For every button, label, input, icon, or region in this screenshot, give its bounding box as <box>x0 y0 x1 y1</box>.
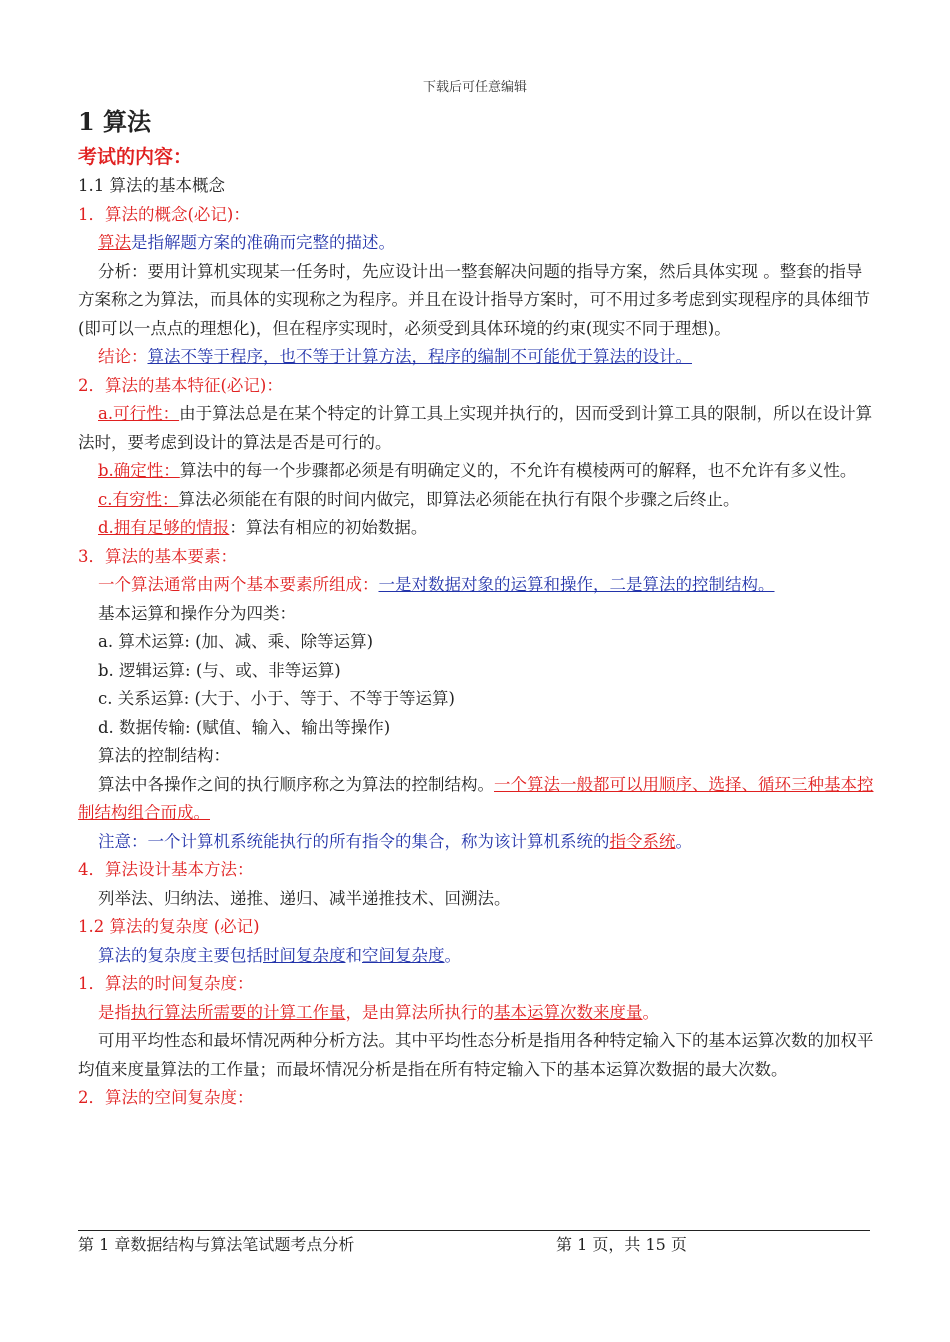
feature-b-label: b.确定性： <box>98 461 180 480</box>
note-end: 。 <box>675 831 692 851</box>
ctrl-text: 算法中各操作之间的执行顺序称之为算法的控制结构。 <box>98 774 494 794</box>
feature-a-text: 由于算法总是在某个特定的计算工具上实现并执行的，因而受到计算工具的限制，所以在设计算法时，要考虑到设计的算法是否是可行的。 <box>78 404 873 452</box>
analysis-paragraph: 分析：要用计算机实现某一任务时，先应设计出一整套解决问题的指导方案，然后具体实现 。整套的指导方案称之为算法，而具体的实现称之为程序。并且在设计指导方案时，可不用过多考虑到实现程序的具体细节(即可以一点点的理想化)，但在程序实现时，必须受到具体环境的约束(现实不同于理想)。 <box>78 261 870 338</box>
feature-b <box>78 457 878 486</box>
p2-heading: 2．算法的基本特征(必记)： <box>78 375 283 395</box>
p3-heading: 3．算法的基本要素： <box>78 546 237 566</box>
feature-c <box>78 486 878 515</box>
footer-divider <box>78 1230 870 1231</box>
main-content <box>78 104 878 1113</box>
def-a: 是指 <box>98 1002 131 1022</box>
feature-c-text: 算法必须能在有限的时间内做完，即算法必须能在执行有限个步骤之后终止。 <box>178 489 740 509</box>
time-analysis: 可用平均性态和最坏情况两种分析方法。其中平均性态分析是指用各种特定输入下的基本运算次数的加权平均值来度量算法的工作量；而最坏情况分析是指在所有特定输入下的基本运算次数据的最大次数。 <box>78 1031 874 1079</box>
time-complexity-term: 时间复杂度 <box>263 945 346 965</box>
exam-heading: 考试的内容： <box>78 146 193 168</box>
note-term: 指令系统 <box>609 831 676 851</box>
section-1-1: 1.1 算法的基本概念 <box>78 176 225 195</box>
ctrl-paragraph <box>78 771 878 828</box>
feature-a <box>78 400 878 457</box>
ctrl-heading: 算法的控制结构： <box>98 746 230 765</box>
definition-text: 是指解题方案的准确而完整的描述。 <box>131 233 395 252</box>
footer-chapter: 第 1 章数据结构与算法笔试题考点分析 <box>78 1235 355 1254</box>
complexity-pre: 算法的复杂度主要包括 <box>98 945 263 965</box>
p1-heading: 1．算法的概念(必记)： <box>78 204 250 224</box>
elements-intro <box>78 571 878 600</box>
op-item: c. 关系运算: (大于、小于、等于、不等于等运算) <box>98 689 455 708</box>
def-c: ，是由算法所执行的 <box>345 1002 494 1022</box>
methods-text: 列举法、归纳法、递推、递归、减半递推技术、回溯法。 <box>98 888 511 908</box>
ops-intro: 基本运算和操作分为四类： <box>98 603 296 623</box>
elements-intro-red: 一个算法通常由两个基本要素所组成： <box>98 575 379 594</box>
algorithm-definition <box>78 229 878 258</box>
ctrl-red-text: 一个算法一般都可以用顺序、选择、循环三种基本控制结构组合而成。 <box>78 774 874 822</box>
footer-page-number: 第 1 页，共 15 页 <box>556 1235 687 1254</box>
page-header: 下载后可任意编辑 <box>422 80 527 95</box>
feature-d-text: ：算法有相应的初始数据。 <box>229 518 428 537</box>
complexity-intro <box>78 942 878 971</box>
feature-c-label: c.有穷性： <box>98 489 179 509</box>
def-b: 执行算法所需要的计算工作量 <box>131 1002 346 1022</box>
note-text: 注意：一个计算机系统能执行的所有指令的集合，称为该计算机系统的 <box>98 831 610 851</box>
feature-a-label: a.可行性： <box>98 404 180 423</box>
op-item: a. 算术运算: (加、减、乘、除等运算) <box>98 632 374 651</box>
chapter-title: 1 算法 <box>78 107 152 136</box>
op-item: d. 数据传输: (赋值、输入、输出等操作) <box>98 717 391 737</box>
conclusion-label: 结论： <box>98 347 148 366</box>
space-complexity-term: 空间复杂度 <box>362 945 445 965</box>
t1-heading: 1．算法的时间复杂度： <box>78 974 254 993</box>
feature-d <box>78 514 878 543</box>
elements-intro-blue: 一是对数据对象的运算和操作，二是算法的控制结构。 <box>378 575 775 594</box>
complexity-and: 和 <box>345 945 362 965</box>
time-complexity-def <box>78 999 878 1028</box>
op-item: b. 逻辑运算: (与、或、非等运算) <box>98 660 341 680</box>
def-e: 。 <box>642 1002 659 1022</box>
conclusion <box>78 343 878 372</box>
section-1-2: 1.2 算法的复杂度 (必记) <box>78 917 260 936</box>
t2-heading: 2．算法的空间复杂度： <box>78 1088 254 1107</box>
algorithm-term: 算法 <box>98 233 131 252</box>
note <box>78 828 878 857</box>
complexity-end: 。 <box>444 945 461 965</box>
feature-d-label: d.拥有足够的情报 <box>98 518 230 537</box>
p4-heading: 4．算法设计基本方法： <box>78 860 254 879</box>
def-d: 基本运算次数来度量 <box>494 1002 643 1022</box>
conclusion-text: 算法不等于程序，也不等于计算方法，程序的编制不可能优于算法的设计。 <box>147 347 692 366</box>
feature-b-text: 算法中的每一个步骤都必须是有明确定义的，不允许有模棱两可的解释，也不允许有多义性。 <box>179 461 857 480</box>
